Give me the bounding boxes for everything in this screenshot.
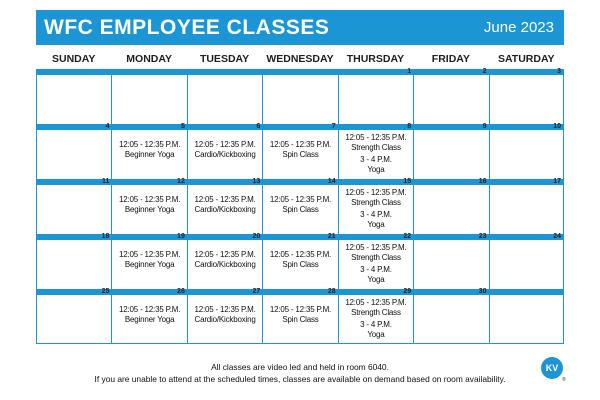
class-time: 3 - 4 P.M. — [360, 265, 392, 274]
day-number: 17 — [553, 178, 561, 185]
class-time: 12:05 - 12:35 P.M. — [194, 140, 256, 149]
day-cell[interactable] — [36, 179, 111, 234]
day-cell[interactable] — [338, 179, 413, 234]
day-cell-bar — [490, 179, 563, 185]
day-number: 12 — [177, 178, 185, 185]
day-number: 9 — [482, 123, 487, 130]
day-number: 5 — [180, 123, 185, 130]
day-cell-bar — [263, 234, 337, 240]
day-cell[interactable] — [338, 124, 413, 179]
day-number: 24 — [553, 233, 561, 240]
weekday-header-row — [36, 52, 564, 66]
day-cell[interactable] — [489, 69, 564, 124]
day-cell-bar — [339, 179, 413, 185]
class-name: Strength Class — [351, 308, 401, 317]
day-cell-bar — [112, 69, 186, 75]
class-name: Spin Class — [282, 150, 319, 159]
day-cell[interactable] — [187, 289, 262, 344]
weekday-label: FRIDAY — [431, 53, 470, 65]
class-time: 12:05 - 12:35 P.M. — [194, 195, 256, 204]
day-number: 3 — [557, 68, 561, 75]
day-number: 25 — [101, 288, 110, 295]
class-time: 12:05 - 12:35 P.M. — [345, 243, 407, 252]
day-cell-bar — [188, 69, 262, 75]
day-cell-bar — [263, 124, 337, 130]
class-name: Cardio/Kickboxing — [194, 150, 256, 159]
week-row — [36, 179, 564, 234]
day-cell[interactable] — [262, 234, 337, 289]
day-number: 11 — [102, 178, 110, 185]
day-cell-bar — [490, 69, 563, 75]
day-cell-bar — [37, 179, 111, 185]
class-name: Cardio/Kickboxing — [194, 205, 256, 214]
day-cell[interactable] — [36, 289, 111, 344]
day-cell[interactable] — [111, 124, 186, 179]
day-number: 7 — [331, 123, 336, 130]
week-row — [36, 69, 564, 124]
day-number: 4 — [105, 123, 110, 130]
week-row — [36, 234, 564, 289]
day-number: 23 — [478, 233, 487, 240]
day-cell[interactable] — [111, 69, 186, 124]
day-cell[interactable] — [413, 69, 488, 124]
day-cell[interactable] — [338, 234, 413, 289]
class-name: Beginner Yoga — [124, 150, 175, 159]
class-time: 12:05 - 12:35 P.M. — [119, 250, 181, 259]
class-time: 12:05 - 12:35 P.M. — [269, 140, 332, 149]
day-cell-bar — [339, 289, 413, 295]
registered-mark: ® — [562, 377, 566, 383]
day-cell[interactable] — [262, 179, 337, 234]
day-number: 22 — [403, 233, 412, 240]
day-cell[interactable] — [111, 179, 186, 234]
class-name: Cardio/Kickboxing — [194, 260, 256, 269]
day-cell[interactable] — [262, 289, 337, 344]
class-time: 12:05 - 12:35 P.M. — [269, 305, 332, 314]
weekday-label: MONDAY — [126, 53, 172, 65]
class-name: Strength Class — [351, 198, 401, 207]
day-cell-bar — [414, 124, 488, 130]
day-number: 21 — [327, 233, 336, 240]
day-cell-bar — [188, 234, 262, 240]
day-cell-bar — [112, 234, 186, 240]
day-cell[interactable] — [262, 69, 337, 124]
day-cell-bar — [37, 234, 111, 240]
day-cell-bar — [112, 179, 186, 185]
class-name: Spin Class — [282, 205, 319, 214]
day-cell-bar — [339, 234, 413, 240]
day-cell[interactable] — [338, 289, 413, 344]
day-number: 26 — [177, 288, 185, 295]
day-cell[interactable] — [489, 124, 564, 179]
day-cell-bar — [490, 289, 563, 295]
day-number: 28 — [327, 288, 336, 295]
day-number: 16 — [478, 178, 487, 185]
day-number: 10 — [553, 123, 561, 130]
page-title: WFC EMPLOYEE CLASSES — [44, 16, 330, 39]
footer-note-1: All classes are video led and held in room 6040. — [211, 362, 389, 372]
day-cell[interactable] — [36, 69, 111, 124]
day-cell[interactable] — [187, 69, 262, 124]
day-number: 15 — [403, 178, 412, 185]
class-time: 12:05 - 12:35 P.M. — [194, 305, 256, 314]
class-time: 12:05 - 12:35 P.M. — [269, 195, 332, 204]
day-cell-bar — [414, 69, 488, 75]
day-number: 20 — [252, 233, 261, 240]
class-name: Beginner Yoga — [124, 205, 175, 214]
day-number: 14 — [327, 178, 336, 185]
day-cell-bar — [263, 179, 337, 185]
day-cell-bar — [188, 124, 262, 130]
day-number: 29 — [403, 288, 412, 295]
day-cell-bar — [188, 289, 262, 295]
class-name: Yoga — [367, 220, 385, 229]
day-cell[interactable] — [187, 234, 262, 289]
day-cell-bar — [263, 69, 337, 75]
class-name: Beginner Yoga — [124, 260, 175, 269]
day-cell[interactable] — [413, 124, 488, 179]
day-number: 8 — [407, 123, 412, 130]
day-cell-bar — [339, 69, 413, 75]
day-number: 19 — [177, 233, 185, 240]
weekday-label: THURSDAY — [346, 53, 405, 65]
day-cell[interactable] — [111, 234, 186, 289]
class-time: 12:05 - 12:35 P.M. — [194, 250, 256, 259]
day-cell[interactable] — [413, 289, 488, 344]
class-time: 12:05 - 12:35 P.M. — [345, 298, 407, 307]
class-time: 3 - 4 P.M. — [360, 320, 392, 329]
day-number: 6 — [256, 123, 261, 130]
day-cell[interactable] — [111, 289, 186, 344]
week-row — [36, 289, 564, 344]
kv-logo: KV — [541, 357, 563, 379]
class-name: Spin Class — [282, 315, 319, 324]
day-cell-bar — [490, 124, 563, 130]
day-cell-bar — [112, 124, 186, 130]
weekday-label: TUESDAY — [199, 53, 250, 65]
class-time: 12:05 - 12:35 P.M. — [269, 250, 332, 259]
day-cell-bar — [37, 289, 111, 295]
class-name: Beginner Yoga — [124, 315, 175, 324]
week-row — [36, 124, 564, 179]
class-time: 3 - 4 P.M. — [360, 210, 392, 219]
day-cell[interactable] — [187, 124, 262, 179]
day-number: 1 — [407, 68, 412, 75]
day-number: 18 — [101, 233, 110, 240]
day-cell-bar — [414, 234, 488, 240]
month-label: June 2023 — [483, 19, 554, 36]
day-number: 13 — [252, 178, 261, 185]
day-cell-bar — [414, 179, 488, 185]
class-time: 12:05 - 12:35 P.M. — [345, 133, 407, 142]
day-cell[interactable] — [262, 124, 337, 179]
day-cell-bar — [112, 289, 186, 295]
weekday-label: SATURDAY — [497, 53, 555, 65]
day-number: 30 — [478, 288, 487, 295]
class-name: Yoga — [367, 330, 385, 339]
weekday-label: WEDNESDAY — [266, 53, 334, 65]
day-cell-bar — [263, 289, 337, 295]
day-cell-bar — [490, 234, 563, 240]
day-cell[interactable] — [489, 289, 564, 344]
calendar-header — [36, 10, 564, 45]
day-cell[interactable] — [489, 234, 564, 289]
footer-note-2: If you are unable to attend at the scheduled times, classes are available on demand based on room availability. — [94, 374, 506, 384]
class-time: 12:05 - 12:35 P.M. — [119, 195, 181, 204]
class-time: 12:05 - 12:35 P.M. — [345, 188, 407, 197]
day-cell[interactable] — [413, 179, 488, 234]
day-cell-bar — [188, 179, 262, 185]
day-cell[interactable] — [338, 69, 413, 124]
day-cell[interactable] — [187, 179, 262, 234]
class-name: Spin Class — [282, 260, 319, 269]
day-cell-bar — [37, 69, 111, 75]
day-number: 2 — [482, 68, 487, 75]
day-cell-bar — [414, 289, 488, 295]
day-cell[interactable] — [413, 234, 488, 289]
day-number: 27 — [252, 288, 261, 295]
class-name: Yoga — [367, 275, 385, 284]
class-name: Strength Class — [351, 253, 401, 262]
weekday-label: SUNDAY — [52, 53, 96, 65]
class-name: Strength Class — [351, 143, 401, 152]
day-cell-bar — [37, 124, 111, 130]
day-cell[interactable] — [489, 179, 564, 234]
day-cell[interactable] — [36, 124, 111, 179]
calendar-grid — [36, 69, 564, 345]
class-time: 12:05 - 12:35 P.M. — [119, 305, 181, 314]
class-time: 12:05 - 12:35 P.M. — [119, 140, 181, 149]
class-name: Cardio/Kickboxing — [194, 315, 256, 324]
day-cell-bar — [339, 124, 413, 130]
class-name: Yoga — [367, 165, 385, 174]
class-time: 3 - 4 P.M. — [360, 155, 392, 164]
day-cell[interactable] — [36, 234, 111, 289]
